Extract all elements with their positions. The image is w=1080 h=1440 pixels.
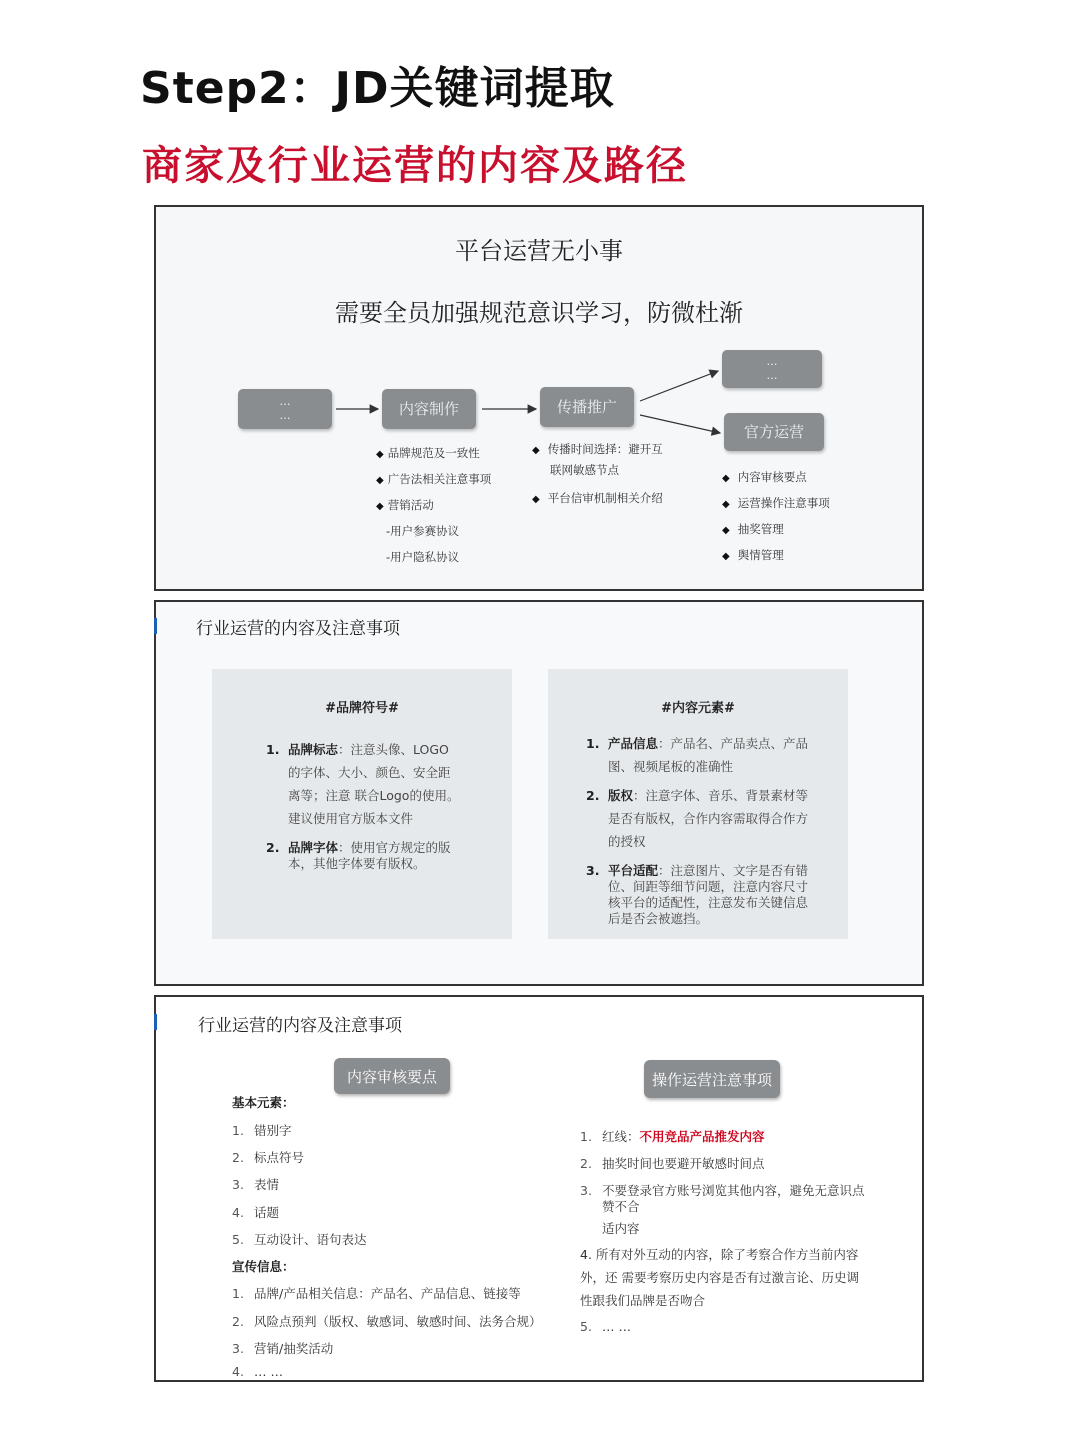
card-list-line: 核平台的适配性，注意发布关键信息 — [608, 895, 809, 910]
flow-start-box — [238, 389, 332, 429]
flow-branch-top-line1: … — [766, 355, 778, 368]
page-title: Step2：JD关键词提取 — [140, 63, 615, 114]
diamond-icon: ◆ — [532, 445, 540, 456]
note-branch-item: ◆ 抽奖管理 — [722, 522, 784, 536]
card-list-line: 的字体、大小、颜色、安全距 — [288, 765, 451, 780]
card-list-line: 的授权 — [608, 834, 646, 849]
flow-start-line2: … — [279, 409, 291, 422]
flow-panel — [154, 205, 924, 591]
flow-step-promotion: 传播推广 — [540, 387, 634, 427]
ops-item: 5. … … — [580, 1319, 631, 1334]
flow-step-content-creation: 内容制作 — [382, 389, 476, 429]
card-list-item: 2. 品牌字体：使用官方规定的版 — [266, 840, 451, 855]
card-brand-symbol — [212, 669, 512, 939]
diamond-icon: ◆ — [722, 473, 730, 484]
section-title: 行业运营的内容及注意事项 — [196, 619, 400, 639]
card-list-line: 建议使用官方版本文件 — [288, 811, 414, 826]
diamond-icon: ◆ — [376, 501, 384, 512]
note-step2-item: ◆ 传播时间选择：避开互 — [532, 442, 663, 456]
card-content-elements — [548, 669, 848, 939]
card-list-line: 本，其他字体要有版权。 — [288, 856, 426, 871]
pill-operation-notes: 操作运营注意事项 — [644, 1060, 780, 1098]
arrow-step2-to-official — [640, 415, 720, 433]
flow-panel-title: 平台运营无小事 — [455, 237, 623, 265]
arrow-step2-to-top — [640, 371, 718, 401]
diamond-icon: ◆ — [722, 499, 730, 510]
promo-info-heading: 宣传信息： — [232, 1259, 295, 1274]
note-branch-item: ◆ 运营操作注意事项 — [722, 496, 830, 510]
note-step1-subitem: -用户隐私协议 — [386, 550, 460, 564]
ops-item-cont: 性跟我们品牌是否吻合 — [580, 1293, 706, 1308]
ops-item: 4. 所有对外互动的内容，除了考察合作方当前内容 — [580, 1247, 859, 1262]
note-step1-subitem: -用户参赛协议 — [386, 524, 460, 538]
brand-content-panel — [154, 600, 924, 986]
card-list-item: 1. 产品信息：产品名、产品卖点、产品 — [586, 736, 809, 751]
card-list-line: 后是否会被遮挡。 — [608, 911, 709, 926]
page-subtitle: 商家及行业运营的内容及路径 — [142, 143, 688, 189]
note-step1-item: ◆ 广告法相关注意事项 — [376, 472, 492, 486]
diamond-icon: ◆ — [722, 551, 730, 562]
section-accent-bar — [154, 618, 157, 634]
flow-branch-official: 官方运营 — [724, 413, 824, 451]
ops-item: 3. 不要登录官方账号浏览其他内容，避免无意识点 — [580, 1183, 865, 1198]
list-item: 1. 错别字 — [232, 1123, 292, 1138]
flow-panel-subtitle: 需要全员加强规范意识学习，防微杜渐 — [335, 299, 743, 327]
ops-item-cont: 外，还 需要考察历史内容是否有过激言论、历史调 — [580, 1270, 859, 1285]
diamond-icon: ◆ — [722, 525, 730, 536]
list-item: 1. 品牌/产品相关信息：产品名、产品信息、链接等 — [232, 1286, 521, 1301]
card-list-item: 3. 平台适配：注意图片、文字是否有错 — [586, 863, 809, 878]
flow-start-line1: … — [279, 395, 291, 408]
card-list-line: 离等；注意 联合Logo的使用。 — [288, 788, 460, 803]
note-branch-item: ◆ 舆情管理 — [722, 548, 784, 562]
ops-item-cont: 赞不合 — [602, 1199, 640, 1214]
list-item: 4. … … — [232, 1364, 283, 1379]
basic-elements-heading: 基本元素： — [232, 1095, 295, 1110]
list-item: 2. 风险点预判（版权、敏感词、敏感时间、法务合规） — [232, 1314, 542, 1329]
list-item: 3. 表情 — [232, 1177, 280, 1192]
card-list-line: 是否有版权，合作内容需取得合作方 — [608, 811, 809, 826]
card-list-line: 图、视频尾板的准确性 — [608, 759, 734, 774]
card-title: #品牌符号# — [325, 701, 399, 716]
diamond-icon: ◆ — [376, 475, 384, 486]
section-accent-bar — [154, 1014, 157, 1030]
card-list-item: 1. 品牌标志：注意头像、LOGO — [266, 742, 449, 757]
card-list-item: 2. 版权：注意字体、音乐、背景素材等 — [586, 788, 809, 803]
note-step2-item-cont: 联网敏感节点 — [550, 463, 619, 477]
note-step1-item: ◆ 品牌规范及一致性 — [376, 446, 480, 460]
card-list-line: 位、间距等细节问题，注意内容尺寸 — [608, 879, 809, 894]
note-step2-item: ◆ 平台信审机制相关介绍 — [532, 491, 663, 505]
list-item: 2. 标点符号 — [232, 1150, 305, 1165]
review-operations-panel — [154, 995, 924, 1382]
section-title: 行业运营的内容及注意事项 — [198, 1016, 402, 1036]
ops-item-redline: 1. 红线：不用竞品产品推发内容 — [580, 1129, 765, 1144]
list-item: 3. 营销/抽奖活动 — [232, 1341, 334, 1356]
note-branch-item: ◆ 内容审核要点 — [722, 470, 807, 484]
pill-content-review: 内容审核要点 — [334, 1058, 450, 1094]
ops-item: 2. 抽奖时间也要避开敏感时间点 — [580, 1156, 765, 1171]
note-step1-item: ◆ 营销活动 — [376, 498, 434, 512]
diamond-icon: ◆ — [532, 494, 540, 505]
flow-branch-top-line2: … — [766, 369, 778, 382]
list-item: 5. 互动设计、语句表达 — [232, 1232, 367, 1247]
list-item: 4. 话题 — [232, 1205, 280, 1220]
ops-item-cont: 适内容 — [602, 1221, 640, 1236]
card-title: #内容元素# — [661, 701, 735, 716]
flow-branch-top-box — [722, 350, 822, 388]
diamond-icon: ◆ — [376, 449, 384, 460]
